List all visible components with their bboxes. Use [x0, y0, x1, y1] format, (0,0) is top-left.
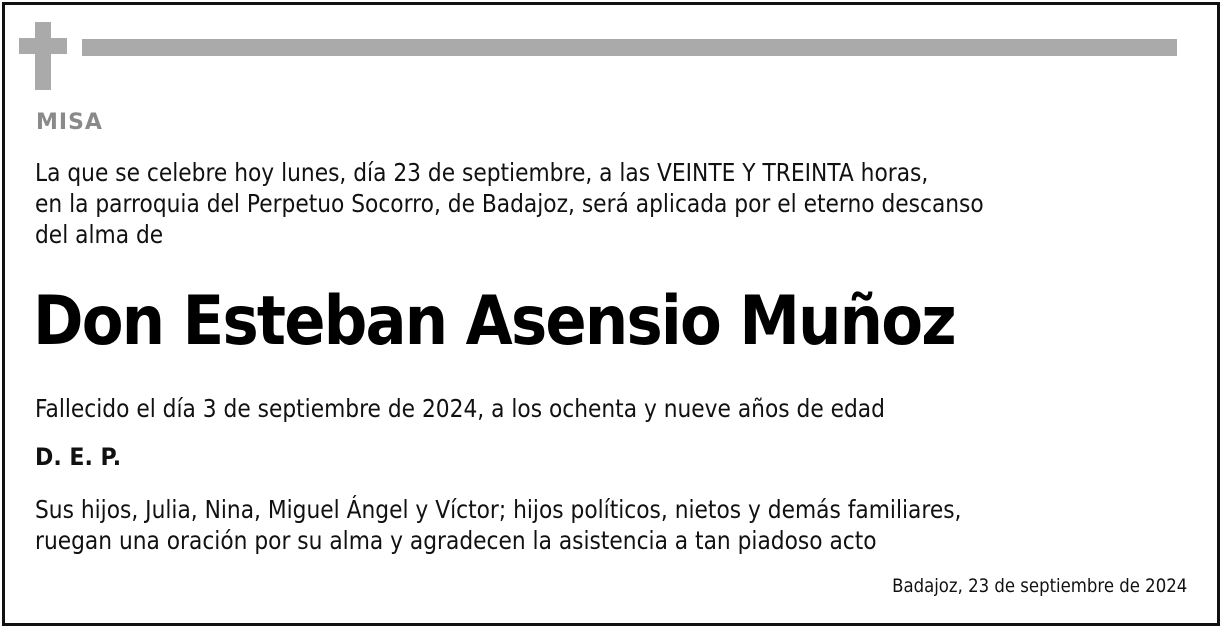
family-paragraph — [35, 494, 961, 556]
death-info: Fallecido el día 3 de septiembre de 2024, a los ochenta y nueve años de edad — [35, 394, 885, 423]
cross-horizontal-bar — [19, 38, 67, 54]
family-line: Sus hijos, Julia, Nina, Miguel Ángel y Víctor; hijos políticos, nietos y demás familiares, — [35, 495, 962, 524]
cross-vertical-bar — [35, 22, 51, 90]
header-rule — [82, 39, 1177, 56]
intro-paragraph — [35, 157, 984, 250]
intro-line: en la parroquia del Perpetuo Socorro, de Badajoz, será aplicada por el eterno descanso — [35, 189, 984, 218]
intro-line: del alma de — [35, 220, 164, 249]
intro-line: La que se celebre hoy lunes, día 23 de septiembre, a las VEINTE Y TREINTA horas, — [35, 158, 929, 187]
section-label: MISA — [36, 110, 103, 135]
place-date: Badajoz, 23 de septiembre de 2024 — [891, 575, 1187, 597]
family-line: ruegan una oración por su alma y agradecen la asistencia a tan piadoso acto — [35, 526, 877, 555]
rip-label: D. E. P. — [35, 443, 122, 471]
deceased-name: Don Esteban Asensio Muñoz — [33, 282, 955, 361]
